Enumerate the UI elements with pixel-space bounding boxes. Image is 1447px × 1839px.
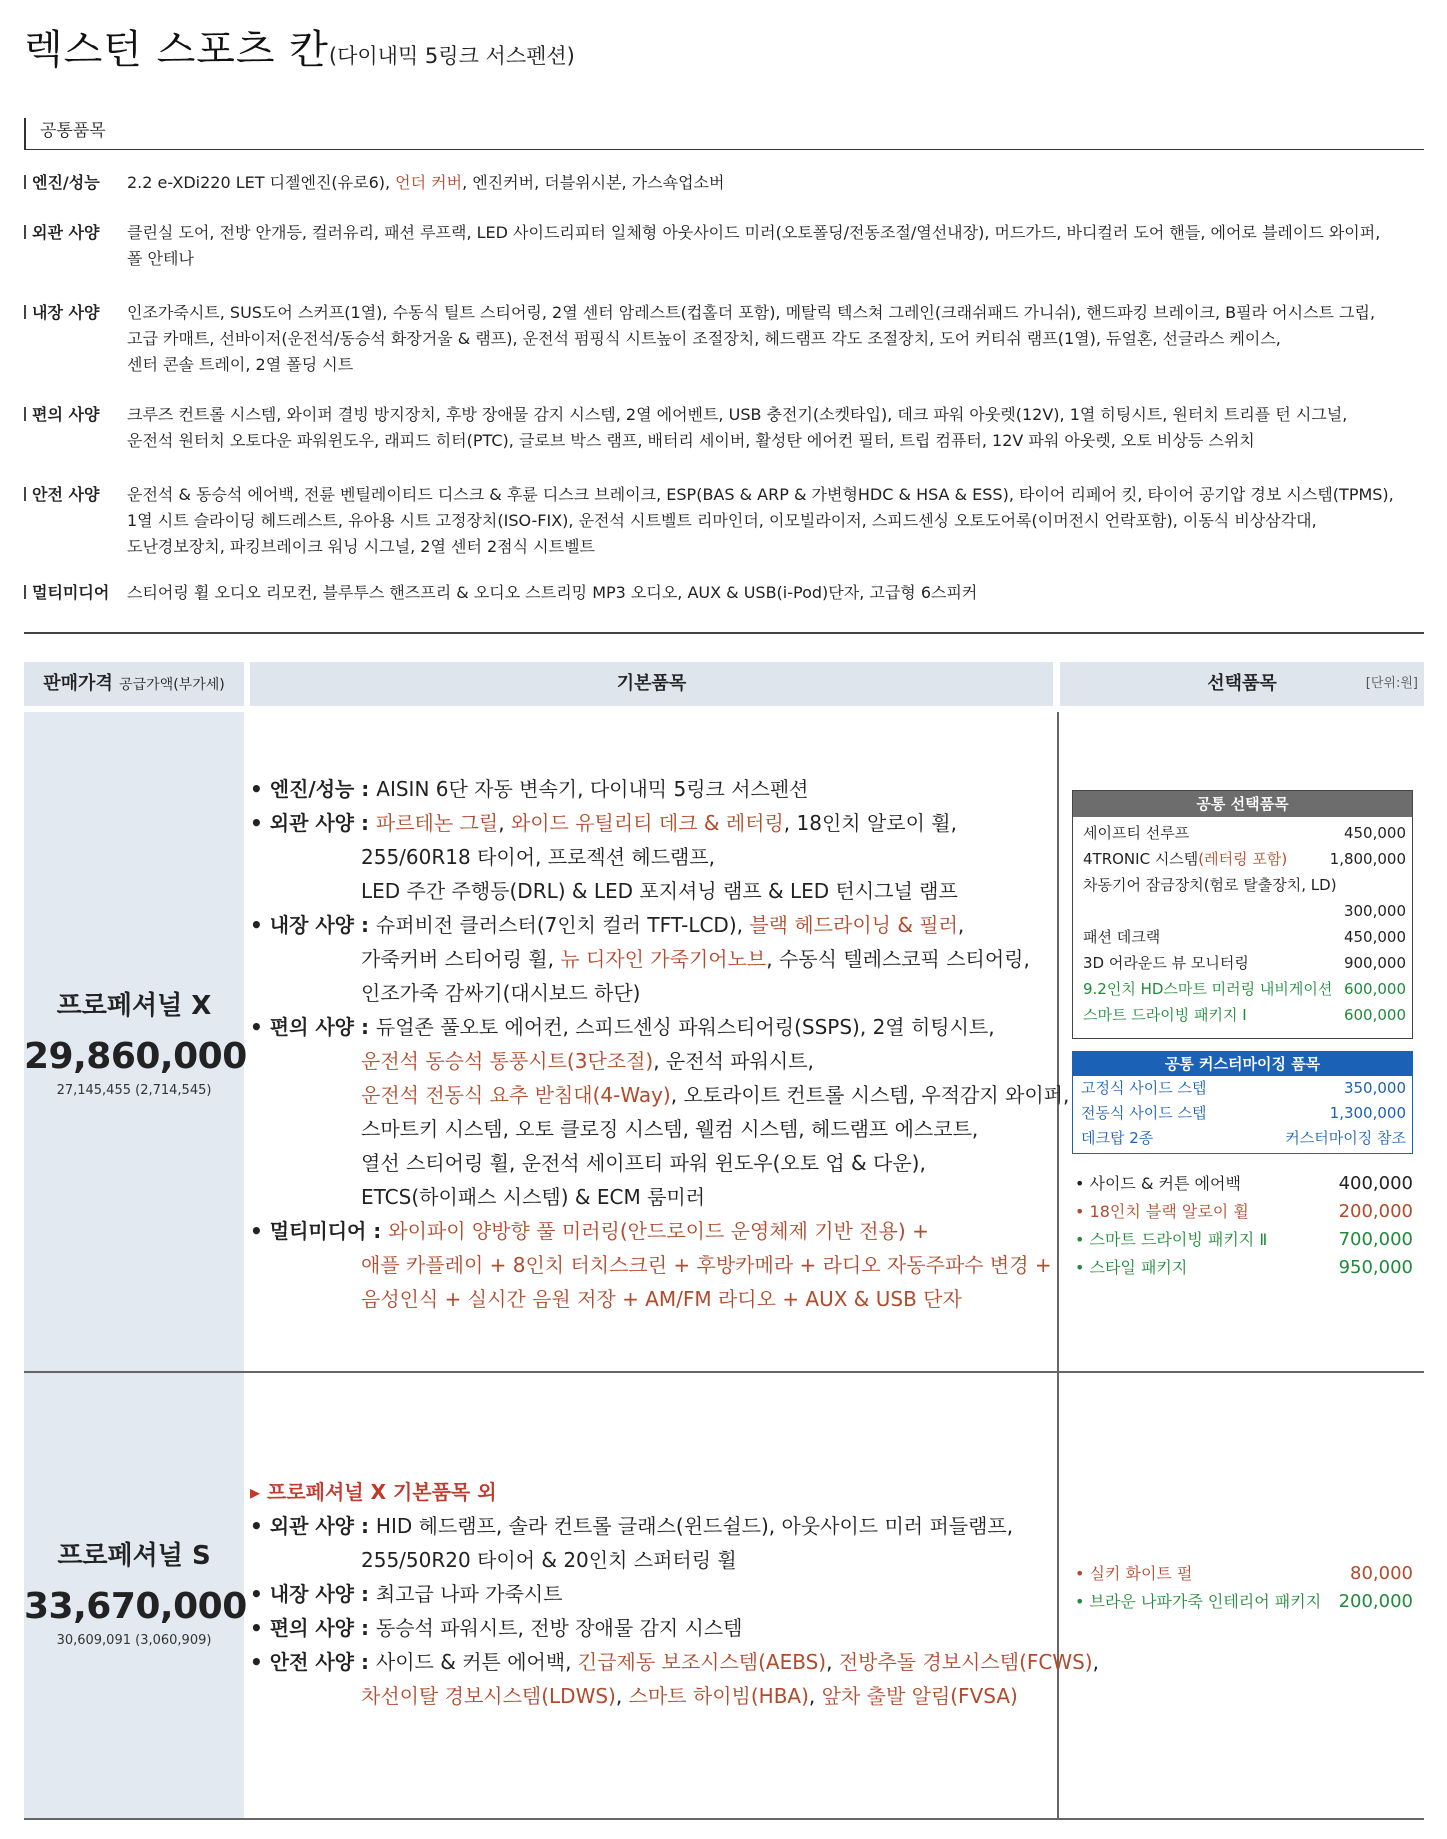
basic-column-header: 기본품목	[250, 662, 1053, 706]
basic-item-text: AISIN 6단 자동 변속기, 다이내믹 5링크 서스펜션	[376, 777, 809, 801]
common-options-title: 공통 선택품목	[1073, 791, 1412, 817]
option-name: 4TRONIC 시스템(레터링 포함)	[1083, 850, 1288, 868]
basic-item-line	[250, 1509, 1099, 1543]
common-row-label: 편의 사양	[24, 402, 129, 428]
option-price: 450,000	[1343, 928, 1406, 946]
option-name: 차동기어 잠금장치(험로 탈출장치, LD)	[1083, 876, 1337, 894]
price-column-bg	[24, 712, 247, 1819]
basic-item-key: • 외관 사양 :	[250, 811, 376, 835]
basic-item-text: ,	[826, 1650, 839, 1674]
basic-item-text: 최고급 나파 가죽시트	[375, 1582, 563, 1606]
option-name: 패션 데크랙	[1083, 928, 1161, 946]
basic-item-text: 스마트 하이빔(HBA)	[628, 1684, 809, 1708]
option-name: • 실키 화이트 펄	[1075, 1564, 1193, 1583]
option-name: • 스마트 드라이빙 패키지 Ⅱ	[1075, 1230, 1268, 1249]
model-price: 29,860,000	[24, 1036, 247, 1077]
table-bottom	[24, 1818, 1424, 1820]
option-name: 세이프티 선루프	[1083, 824, 1190, 842]
basic-item-line	[250, 806, 1069, 840]
custom-option-row	[1073, 1076, 1412, 1101]
basic-item-line	[250, 1679, 1099, 1713]
model-s-price-cell	[24, 1535, 247, 1648]
common-items-heading: 공통품목	[24, 118, 1424, 150]
text-line: 폴 안테나	[127, 249, 194, 268]
option-row	[1073, 898, 1412, 924]
common-row-label: 안전 사양	[24, 482, 129, 508]
basic-item-line	[250, 1180, 1069, 1214]
option-name: • 18인치 블랙 알로이 휠	[1075, 1202, 1249, 1221]
basic-item-text: 사이드 & 커튼 에어백,	[375, 1650, 578, 1674]
option-name: 데크탑 2종	[1081, 1129, 1154, 1147]
option-name: 3D 어라운드 뷰 모니터링	[1083, 954, 1249, 972]
text-line: 크루즈 컨트롤 시스템, 와이퍼 결빙 방지장치, 후방 장애물 감지 시스템, 2열 에어벤트, USB 충전기(소켓타입), 데크 파워 아웃렛(12V), 1열 히팅시트, 원터치 트리플 턴 시그널,	[127, 405, 1348, 424]
basic-item-line	[250, 1282, 1069, 1316]
option-price: 350,000	[1343, 1079, 1406, 1097]
basic-item-text: 동승석 파워시트, 전방 장애물 감지 시스템	[375, 1616, 743, 1640]
basic-item-line	[250, 1577, 1099, 1611]
basic-item-key: • 안전 사양 :	[250, 1650, 376, 1674]
option-price: 600,000	[1343, 1006, 1406, 1024]
basic-item-line	[250, 840, 1069, 874]
text-line: 스티어링 휠 오디오 리모컨, 블루투스 핸즈프리 & 오디오 스트리밍 MP3 오디오, AUX & USB(i-Pod)단자, 고급형 6스피커	[127, 583, 978, 602]
basic-item-text: 255/50R20 타이어 & 20인치 스퍼터링 휠	[361, 1548, 737, 1572]
option-name: 고정식 사이드 스텝	[1081, 1079, 1207, 1097]
option-price: 200,000	[1338, 1591, 1413, 1612]
option-name: 스마트 드라이빙 패키지 I	[1083, 1006, 1247, 1024]
model-supply-price: 27,145,455 (2,714,545)	[56, 1083, 212, 1098]
text-line: 1열 시트 슬라이딩 헤드레스트, 유아용 시트 고정장치(ISO-FIX), 운전석 시트벨트 리마인더, 이모빌라이저, 스피드센싱 오토도어록(이머전시 언락포함), 이동식 비상삼각대,	[127, 511, 1317, 530]
basic-item-text: ETCS(하이패스 시스템) & ECM 룸미러	[361, 1185, 706, 1209]
section-divider	[24, 632, 1424, 634]
basic-item-line	[250, 908, 1069, 942]
basic-item-text: 스마트키 시스템, 오토 클로징 시스템, 웰컴 시스템, 헤드램프 에스코트,	[361, 1117, 979, 1141]
basic-item-key: • 외관 사양 :	[250, 1514, 376, 1538]
common-options-box	[1072, 790, 1413, 1039]
basic-item-key: • 편의 사양 :	[250, 1616, 376, 1640]
common-row-text	[127, 402, 1427, 454]
option-price: 950,000	[1338, 1257, 1413, 1278]
basic-item-key: • 편의 사양 :	[250, 1015, 376, 1039]
text-line: 인조가죽시트, SUS도어 스커프(1열), 수동식 틸트 스티어링, 2열 센터 암레스트(컵홀더 포함), 메탈릭 텍스쳐 그레인(크래쉬패드 가니쉬), 핸드파킹 브레이크, B필라 어시스트 그립,	[127, 303, 1376, 322]
option-row	[1075, 1560, 1413, 1588]
model-s-basic-heading: ▸ 프로페셔널 X 기본품목 외	[250, 1480, 497, 1504]
basic-item-text: 긴급제동 보조시스템(AEBS)	[577, 1650, 827, 1674]
basic-item-line	[250, 976, 1069, 1010]
basic-item-text: 듀얼존 풀오토 에어컨, 스피드센싱 파워스티어링(SSPS), 2열 히팅시트,	[375, 1015, 995, 1039]
text-line: 운전석 & 동승석 에어백, 전륜 벤틸레이티드 디스크 & 후륜 디스크 브레이크, ESP(BAS & ARP & 가변형HDC & HSA & ESS), 타이어 리페어 킷, 타이어 공기압 경보 시스템(TPMS),	[127, 485, 1394, 504]
basic-item-key: • 엔진/성능 :	[250, 777, 377, 801]
basic-item-line	[250, 1146, 1069, 1180]
option-name: 전동식 사이드 스텝	[1081, 1104, 1207, 1122]
price-column-header	[24, 662, 244, 706]
common-row-text	[127, 580, 1427, 606]
option-row	[1075, 1588, 1413, 1616]
option-row	[1073, 846, 1412, 872]
option-price: 200,000	[1338, 1201, 1413, 1222]
option-price: 900,000	[1343, 954, 1406, 972]
basic-item-key: • 멀티미디어 :	[250, 1219, 389, 1243]
model-subtitle: (다이내믹 5링크 서스펜션)	[328, 44, 575, 68]
custom-option-row	[1073, 1126, 1412, 1151]
text-line: 클린실 도어, 전방 안개등, 컬러유리, 패션 루프랙, LED 사이드리피터 일체형 아웃사이드 미러(오토폴딩/전동조절/열선내장), 머드가드, 바디컬러 도어 핸들, 에어로 블레이드 와이퍼,	[127, 223, 1381, 242]
option-row	[1075, 1198, 1413, 1226]
model-supply-price: 30,609,091 (3,060,909)	[56, 1633, 212, 1648]
custom-option-row	[1073, 1101, 1412, 1126]
basic-item-line	[250, 1010, 1069, 1044]
common-row-label: 내장 사양	[24, 300, 129, 326]
price-header-sub: 공급가액(부가세)	[119, 677, 225, 693]
text-span: 언더 커버	[395, 173, 463, 192]
page-title	[24, 18, 575, 75]
option-column-header	[1060, 662, 1424, 706]
custom-options-title: 공통 커스터마이징 품목	[1073, 1052, 1412, 1076]
basic-item-text: 와이파이 양방향 풀 미러링(안드로이드 운영체제 기반 전용) +	[388, 1219, 929, 1243]
unit-label: [단위:원]	[1365, 676, 1418, 691]
option-price: 1,800,000	[1329, 850, 1406, 868]
basic-item-text: 뉴 디자인 가죽기어노브	[560, 947, 767, 971]
option-row	[1073, 820, 1412, 846]
basic-item-line	[250, 1078, 1069, 1112]
option-name: • 사이드 & 커튼 에어백	[1075, 1174, 1241, 1193]
text-line: 운전석 원터치 오토다운 파워윈도우, 래피드 히터(PTC), 글로브 박스 램프, 배터리 세이버, 활성탄 에어컨 필터, 트립 컴퓨터, 12V 파워 아웃렛, 오토 비상등 스위치	[127, 431, 1255, 450]
option-price: 600,000	[1343, 980, 1406, 998]
option-price: 700,000	[1338, 1229, 1413, 1250]
text-line: 고급 카매트, 선바이저(운전석/동승석 화장거울 & 램프), 운전석 펌핑식 시트높이 조절장치, 헤드램프 각도 조절장치, 도어 커티쉬 램프(1열), 듀얼혼, 선글라스 케이스,	[127, 329, 1281, 348]
model-s-options	[1075, 1560, 1413, 1616]
option-row	[1075, 1170, 1413, 1198]
basic-item-text: 음성인식 + 실시간 음원 저장 + AM/FM 라디오 + AUX & USB 단자	[361, 1287, 962, 1311]
model-price: 33,670,000	[24, 1586, 247, 1627]
basic-item-text: 블랙 헤드라이닝 & 필러	[749, 913, 958, 937]
option-row	[1073, 1002, 1412, 1028]
basic-item-text: ,	[957, 913, 965, 937]
basic-item-line	[250, 1543, 1099, 1577]
model-x-basic-items	[250, 772, 1069, 1316]
option-price: 커스터마이징 참조	[1285, 1129, 1406, 1147]
option-price: 1,300,000	[1329, 1104, 1406, 1122]
common-row-text	[127, 482, 1427, 560]
basic-item-line	[250, 772, 1069, 806]
option-name: • 브라운 나파가죽 인테리어 패키지	[1075, 1592, 1322, 1611]
option-row	[1073, 872, 1412, 898]
model-name: 프로페셔널 S	[57, 1541, 211, 1571]
price-header-label: 판매가격	[43, 673, 113, 694]
basic-item-text: HID 헤드램프, 솔라 컨트롤 글래스(윈드쉴드), 아웃사이드 미러 퍼들램프,	[375, 1514, 1014, 1538]
text-line: 도난경보장치, 파킹브레이크 워닝 시그널, 2열 센터 2점식 시트벨트	[127, 537, 595, 556]
basic-item-text: 열선 스티어링 휠, 운전석 세이프티 파워 윈도우(오토 업 & 다운),	[361, 1151, 926, 1175]
option-row	[1075, 1254, 1413, 1282]
basic-item-text: , 오토라이트 컨트롤 시스템, 우적감지 와이퍼,	[670, 1083, 1070, 1107]
basic-item-line	[250, 1611, 1099, 1645]
basic-item-text: LED 주간 주행등(DRL) & LED 포지셔닝 램프 & LED 턴시그널 램프	[361, 879, 958, 903]
basic-item-text: ,	[808, 1684, 822, 1708]
option-row	[1073, 924, 1412, 950]
basic-item-text: ,	[615, 1684, 629, 1708]
option-price: 450,000	[1343, 824, 1406, 842]
basic-item-line	[250, 942, 1069, 976]
basic-item-text: , 수동식 텔레스코픽 스티어링,	[766, 947, 1030, 971]
option-name: 9.2인치 HD스마트 미러링 내비게이션	[1083, 980, 1333, 998]
text-line: 센터 콘솔 트레이, 2열 폴딩 시트	[127, 355, 354, 374]
basic-item-line	[250, 1645, 1099, 1679]
basic-item-text: 파르테논 그릴	[375, 811, 499, 835]
basic-item-text: 와이드 유틸리티 데크 & 레터링	[510, 811, 784, 835]
basic-item-text: 가죽커버 스티어링 휠,	[361, 947, 561, 971]
option-price: 400,000	[1338, 1173, 1413, 1194]
model-s-basic-section	[250, 1475, 1099, 1713]
model-title: 렉스턴 스포츠 칸	[24, 27, 329, 73]
option-price: 300,000	[1343, 902, 1406, 920]
model-x-options	[1075, 1170, 1413, 1282]
common-row-text	[127, 300, 1427, 378]
text-span: , 엔진커버, 더블위시본, 가스쇽업소버	[462, 173, 725, 192]
option-name: • 스타일 패키지	[1075, 1258, 1188, 1277]
option-row	[1073, 950, 1412, 976]
basic-item-text: 255/60R18 타이어, 프로젝션 헤드램프,	[361, 845, 716, 869]
common-row-label: 엔진/성능	[24, 170, 129, 196]
option-name-extra: (레터링 포함)	[1198, 850, 1288, 868]
common-row-label: 멀티미디어	[24, 580, 129, 606]
basic-item-text: 운전석 전동식 요추 받침대(4-Way)	[361, 1083, 671, 1107]
basic-item-text: 앞차 출발 알림(FVSA)	[821, 1684, 1018, 1708]
custom-options-box	[1072, 1051, 1413, 1154]
basic-item-text: 전방추돌 경보시스템(FCWS)	[838, 1650, 1093, 1674]
basic-item-key: • 내장 사양 :	[250, 913, 376, 937]
basic-item-line	[250, 1112, 1069, 1146]
basic-item-text: ,	[1092, 1650, 1099, 1674]
basic-item-line	[250, 1044, 1069, 1078]
basic-item-text: 차선이탈 경보시스템(LDWS)	[361, 1684, 616, 1708]
basic-item-line	[250, 1248, 1069, 1282]
model-x-price-cell	[24, 985, 247, 1098]
row-divider	[24, 1371, 1424, 1373]
basic-item-line	[250, 1214, 1069, 1248]
option-price: 80,000	[1350, 1563, 1413, 1584]
basic-item-text: 애플 카플레이 + 8인치 터치스크린 + 후방카메라 + 라디오 자동주파수 변경 +	[361, 1253, 1052, 1277]
basic-item-text: 슈퍼비전 클러스터(7인치 컬러 TFT-LCD),	[375, 913, 750, 937]
common-row-text	[127, 170, 1427, 196]
basic-item-key: • 내장 사양 :	[250, 1582, 376, 1606]
text-span: 2.2 e-XDi220 LET 디젤엔진(유로6),	[127, 173, 396, 192]
common-row-text	[127, 220, 1427, 272]
basic-item-text: 운전석 동승석 통풍시트(3단조절)	[361, 1049, 654, 1073]
option-header-label: 선택품목	[1207, 673, 1277, 694]
model-name: 프로페셔널 X	[56, 991, 212, 1021]
model-s-basic-items	[250, 1509, 1099, 1713]
basic-item-text: , 운전석 파워시트,	[653, 1049, 814, 1073]
common-row-label: 외관 사양	[24, 220, 129, 246]
option-row	[1073, 976, 1412, 1002]
basic-item-line	[250, 874, 1069, 908]
option-row	[1075, 1226, 1413, 1254]
basic-item-text: , 18인치 알로이 휠,	[783, 811, 957, 835]
basic-item-text: ,	[498, 811, 511, 835]
basic-item-text: 인조가죽 감싸기(대시보드 하단)	[361, 981, 641, 1005]
